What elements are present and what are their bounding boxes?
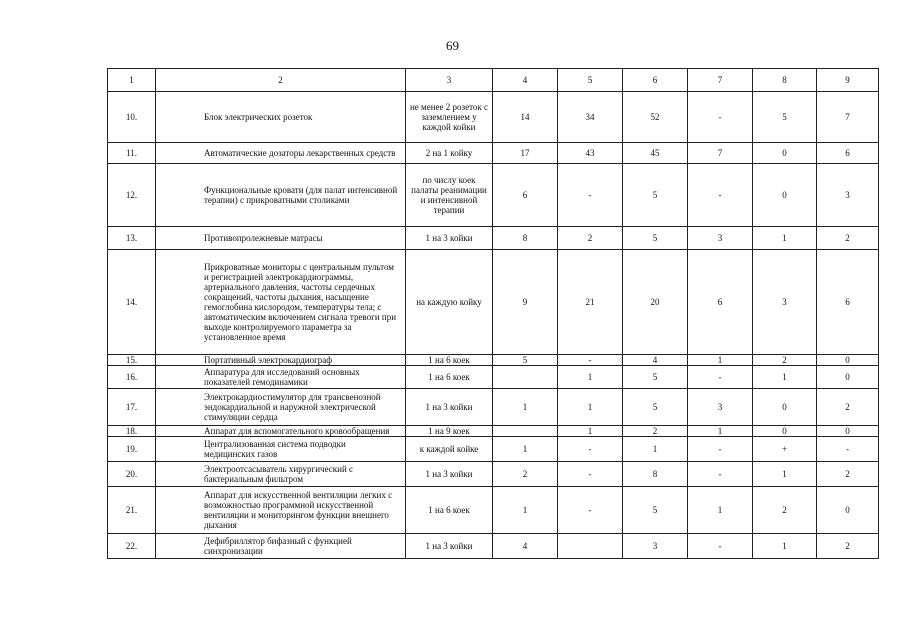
cell-col-9: 2 [817,534,879,559]
row-number: 20. [108,462,156,487]
page-number: 69 [446,38,459,53]
cell-col-6: 52 [623,92,688,143]
cell-col-8: 2 [753,355,817,366]
cell-col-7: - [688,366,753,389]
cell-col-9: 2 [817,389,879,426]
table-row [108,437,879,462]
row-number: 16. [108,366,156,389]
table-row [108,487,879,534]
cell-col-7: - [688,437,753,462]
cell-col-9: 0 [817,487,879,534]
cell-col-8: 1 [753,534,817,559]
equipment-name: Блок электрических розеток [156,92,406,143]
cell-col-9: 0 [817,366,879,389]
cell-col-8: 0 [753,143,817,164]
row-number: 22. [108,534,156,559]
cell-col-9: 2 [817,462,879,487]
equipment-norm: 1 на 6 коек [406,487,493,534]
cell-col-6: 1 [623,437,688,462]
table-row [108,534,879,559]
cell-col-9: 2 [817,227,879,250]
table-row [108,227,879,250]
cell-col-6: 4 [623,355,688,366]
equipment-name: Автоматические дозаторы лекарственных средств [156,143,406,164]
equipment-norm: по числу коек палаты реанимации и интенсивной терапии [406,164,493,227]
cell-col-5 [558,534,623,559]
cell-col-8: 0 [753,164,817,227]
cell-col-7: - [688,534,753,559]
equipment-norm: на каждую койку [406,250,493,355]
cell-col-8: 3 [753,250,817,355]
cell-col-4: 5 [493,355,558,366]
table-row [108,92,879,143]
row-number: 11. [108,143,156,164]
cell-col-6: 8 [623,462,688,487]
cell-col-5: 1 [558,366,623,389]
equipment-table [107,68,879,559]
cell-col-6: 20 [623,250,688,355]
table-row [108,389,879,426]
cell-col-4 [493,426,558,437]
column-header: 7 [688,69,753,92]
cell-col-9: 0 [817,355,879,366]
equipment-name: Дефибриллятор бифазный с функцией синхронизации [156,534,406,559]
table-row [108,164,879,227]
cell-col-4 [493,366,558,389]
row-number: 10. [108,92,156,143]
column-header: 6 [623,69,688,92]
cell-col-4: 17 [493,143,558,164]
equipment-name: Аппаратура для исследований основных показателей гемодинамики [156,366,406,389]
column-header: 3 [406,69,493,92]
equipment-norm: 1 на 3 койки [406,462,493,487]
cell-col-5: 1 [558,389,623,426]
cell-col-6: 45 [623,143,688,164]
row-number: 13. [108,227,156,250]
equipment-norm: 1 на 3 койки [406,389,493,426]
cell-col-9: 0 [817,426,879,437]
table-row [108,366,879,389]
cell-col-5: 21 [558,250,623,355]
equipment-norm: 2 на 1 койку [406,143,493,164]
cell-col-7: 3 [688,227,753,250]
equipment-name: Централизованная система подводки медицинских газов [156,437,406,462]
equipment-norm: 1 на 9 коек [406,426,493,437]
cell-col-8: 0 [753,389,817,426]
column-header: 8 [753,69,817,92]
row-number: 17. [108,389,156,426]
equipment-norm: не менее 2 розеток с заземлением у каждой койки [406,92,493,143]
equipment-norm: к каждой койке [406,437,493,462]
cell-col-4: 9 [493,250,558,355]
cell-col-6: 5 [623,366,688,389]
cell-col-8: 2 [753,487,817,534]
cell-col-6: 3 [623,534,688,559]
equipment-norm: 1 на 6 коек [406,355,493,366]
cell-col-5: 34 [558,92,623,143]
column-header: 2 [156,69,406,92]
table-header-row [108,69,879,92]
cell-col-5: - [558,437,623,462]
cell-col-5: 43 [558,143,623,164]
equipment-name: Аппарат для искусственной вентиляции легких с возможностью программной искусственной вентиляции и мониторингом функции внешнего дыхания [156,487,406,534]
cell-col-7: - [688,164,753,227]
cell-col-7: 3 [688,389,753,426]
cell-col-6: 5 [623,487,688,534]
cell-col-8: 1 [753,227,817,250]
cell-col-9: 7 [817,92,879,143]
row-number: 14. [108,250,156,355]
table-row [108,462,879,487]
cell-col-6: 2 [623,426,688,437]
cell-col-9: 3 [817,164,879,227]
cell-col-4: 1 [493,437,558,462]
cell-col-8: 1 [753,462,817,487]
cell-col-4: 1 [493,487,558,534]
table-row [108,143,879,164]
cell-col-8: 5 [753,92,817,143]
row-number: 18. [108,426,156,437]
cell-col-6: 5 [623,227,688,250]
cell-col-9: 6 [817,250,879,355]
cell-col-9: - [817,437,879,462]
cell-col-5: - [558,355,623,366]
cell-col-4: 1 [493,389,558,426]
row-number: 12. [108,164,156,227]
cell-col-8: + [753,437,817,462]
table-row [108,250,879,355]
cell-col-9: 6 [817,143,879,164]
row-number: 19. [108,437,156,462]
cell-col-5: - [558,487,623,534]
table-row [108,355,879,366]
column-header: 4 [493,69,558,92]
equipment-norm: 1 на 6 коек [406,366,493,389]
cell-col-7: 1 [688,355,753,366]
column-header: 1 [108,69,156,92]
cell-col-5: 1 [558,426,623,437]
cell-col-4: 8 [493,227,558,250]
cell-col-6: 5 [623,389,688,426]
cell-col-4: 6 [493,164,558,227]
equipment-norm: 1 на 3 койки [406,227,493,250]
cell-col-7: - [688,462,753,487]
cell-col-7: 6 [688,250,753,355]
table-row [108,426,879,437]
equipment-name: Прикроватные мониторы с центральным пультом и регистрацией электрокардиограммы, артериального давления, частоты сердечных сокращений, частоты дыхания, насыщение гемоглобина кислородом, температуры тела; с автоматическим включением сигнала тревоги при выходе контролируемого параметра за установленное время [156,250,406,355]
cell-col-7: 7 [688,143,753,164]
equipment-name: Аппарат для вспомогательного кровообращения [156,426,406,437]
equipment-norm: 1 на 3 койки [406,534,493,559]
row-number: 15. [108,355,156,366]
cell-col-5: - [558,164,623,227]
equipment-name: Электрокардиостимулятор для трансвенозной эндокардиальной и наружной электрической стимуляции сердца [156,389,406,426]
cell-col-4: 2 [493,462,558,487]
cell-col-7: 1 [688,487,753,534]
equipment-name: Функциональные кровати (для палат интенсивной терапии) с прикроватными столиками [156,164,406,227]
equipment-name: Противопролежневые матрасы [156,227,406,250]
column-header: 5 [558,69,623,92]
cell-col-7: 1 [688,426,753,437]
cell-col-8: 0 [753,426,817,437]
cell-col-4: 4 [493,534,558,559]
cell-col-4: 14 [493,92,558,143]
cell-col-5: 2 [558,227,623,250]
column-header: 9 [817,69,879,92]
equipment-name: Электроотсасыватель хирургический с бактериальным фильтром [156,462,406,487]
row-number: 21. [108,487,156,534]
cell-col-7: - [688,92,753,143]
equipment-name: Портативный электрокардиограф [156,355,406,366]
cell-col-6: 5 [623,164,688,227]
cell-col-5: - [558,462,623,487]
cell-col-8: 1 [753,366,817,389]
